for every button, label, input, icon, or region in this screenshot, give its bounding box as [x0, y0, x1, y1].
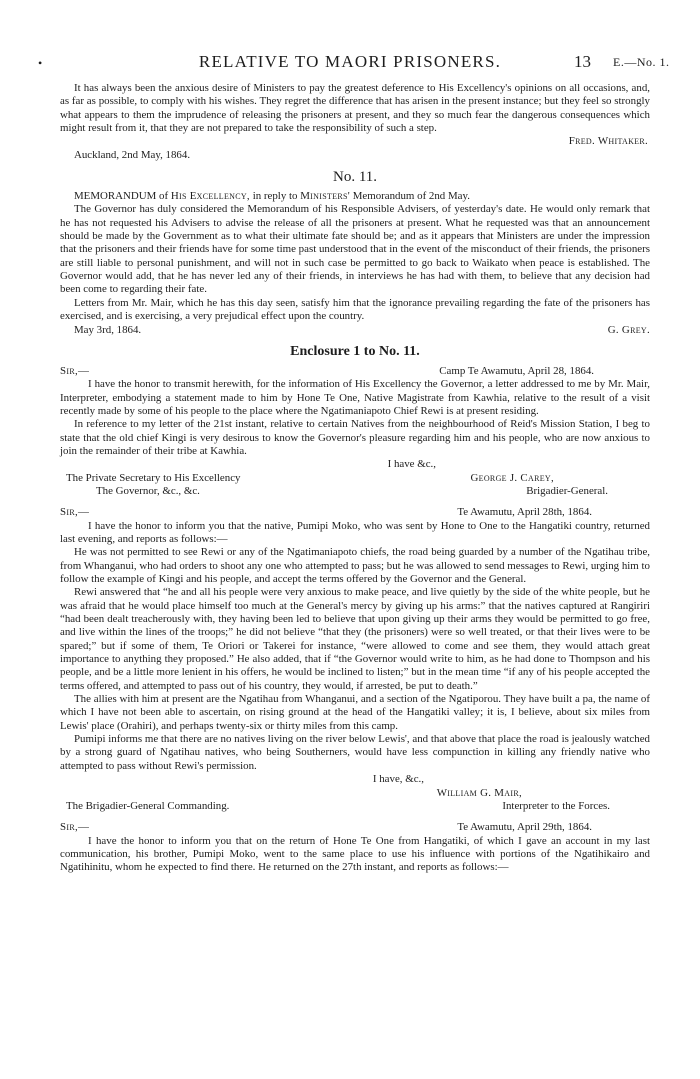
letter2-signer-name: William G. Mair, — [436, 786, 522, 799]
letter3-head — [60, 821, 650, 834]
enclosure-heading: Enclosure 1 to No. 11. — [290, 343, 420, 359]
intro-signature: Fred. Whitaker. — [568, 135, 648, 148]
page-body — [60, 82, 650, 875]
letter1-sign-row-1 — [60, 472, 650, 485]
letter2-paragraph-4: The allies with him at present are the Ngatihau from Whanganui, and a section of the Ngatiporou. They have built a pa, the name of which I have not been able to ascertain, on rising ground at the head of the Hangatiki valley; it is, I believe, about six miles from Lewis' place (Orahiri), and perhaps twenty-six or thirty miles from this camp. — [60, 693, 650, 732]
letter2-paragraph-5: Pumipi informs me that there are no natives living on the river below Lewis', and that above that place the road is jealously watched by a strong guard of Ngatihau natives, who being Southerners, would have less compunction in killing any friendly native who attempted to pass without Rewi's permission. — [60, 733, 650, 772]
letter1-head — [60, 365, 650, 378]
letter2-paragraph-3: Rewi answered that “he and all his people were very anxious to make peace, and live quietly by the side of the white people, but he was afraid that he would place himself too much at the General's mercy by giving up his arms:” that the natives captured at Rangiriri “had been dealt treacherously with, they having been led to believe that upon giving up their arms they would be permitted to go free, and live within the lines of the troops;” he did not believe “that they (the prisoners) were so well treated, or that their lives were to be spared;” but if some of them, Te Oriori or Takerei for instance, “were allowed to come and see them, they would attach great importance to anything they proposed.” He also added, that if “the Governor would write to him, as he had done to Thompson and his people, and be a little more lenient in his offers, he would be inclined to listen;” but in the mean time “if any of his people accepted the terms offered, and attempted to pass out of his country, they would, if arrested, be put to death.” — [60, 586, 650, 692]
letter2-paragraph-1: I have the honor to inform you that the native, Pumipi Moko, who was sent by Hone to One to the Hangatiki country, returned last evening, and reports as follows:— — [60, 519, 650, 545]
memo-date: May 3rd, 1864. — [74, 323, 142, 336]
letter1-signer-name: George J. Carey, — [470, 471, 554, 484]
memo-title-start: MEMORANDUM of — [74, 190, 169, 203]
memo-signature: G. Grey. — [607, 323, 650, 336]
letter2-closing: I have, &c., — [372, 773, 424, 786]
letter1-addressee-2: The Governor, &c., &c. — [96, 484, 200, 497]
intro-date: Auckland, 2nd May, 1864. — [74, 148, 191, 161]
letter1-signer-title: Brigadier-General. — [526, 484, 608, 497]
memo-paragraph-1: The Governor has duly considered the Memorandum of his Responsible Advisers, of yesterday's date. He would only remark that he has not requested his Advisers to advise the release of all the prisoners at present. What he requested was that an announcement should be made by the Government as to what their ultimate fate should be; and as it appears that Ministers are under the impression that the prisoners and their friends have for some time past understood that in the event of the misconduct of their friends, the prisoners are still liable to personal punishment, and will not in such case be permitted to go back to Waikato when peace is established. The Governor would add, that he has never led any of their friends, in interviews he has had with them, to believe that any decision had been come to regarding their fate. — [60, 203, 650, 296]
letter1-sign-row-2 — [60, 485, 650, 498]
letter2-place-date: Te Awamutu, April 28th, 1864. — [457, 506, 592, 519]
letter2-signer-row — [60, 787, 650, 800]
letter1-salutation: Sir,— — [60, 364, 90, 377]
page-header — [0, 52, 700, 74]
letter1-closing: I have &c., — [387, 458, 436, 471]
letter1-addressee-1: The Private Secretary to His Excellency — [66, 471, 241, 484]
memo-sign-row — [60, 324, 650, 337]
letter2-signer-title: Interpreter to the Forces. — [502, 799, 610, 812]
letter2-sign-row — [60, 800, 650, 813]
document-reference: E.—No. 1. — [613, 55, 670, 69]
letter1-closing-row — [60, 458, 650, 471]
letter3-salutation: Sir,— — [60, 821, 90, 834]
letter2-closing-row — [60, 773, 650, 786]
memo-title-excellency: His Excellency, — [170, 190, 250, 203]
letter2-paragraph-2: He was not permitted to see Rewi or any of the Ngatimaniapoto chiefs, the road being guarded by a number of the Ngatihau tribe, from Whanganui, who had orders to shoot any one who attempted to pass; but he was allowed to send messages to Rewi, urging him to follow the example of Kingi and his people, and accept the terms offered by the Governor and the General. — [60, 546, 650, 585]
memo-title-ministers: Ministers' — [300, 190, 350, 203]
letter2-addressee: The Brigadier-General Commanding. — [66, 799, 230, 812]
memo-title — [60, 190, 650, 203]
memo-title-mid: in reply to — [252, 190, 298, 203]
running-title: RELATIVE TO MAORI PRISONERS. — [198, 52, 502, 71]
letter1-paragraph-1: I have the honor to transmit herewith, for the information of His Excellency the Governor, a letter addressed to me by Mr. Mair, Interpreter, embodying a statement made to him by Hone Te One, Native Magistrate from Kawhia, relative to the result of a visit recently made by some of his people to the place where the Ngatimaniapoto Chief Rewi is at present residing. — [60, 378, 650, 417]
no11-heading: No. 11. — [332, 169, 378, 186]
margin-dot: • — [38, 56, 43, 70]
letter2-head — [60, 506, 650, 519]
memo-title-end: Memorandum of 2nd May. — [352, 190, 470, 203]
intro-paragraph: It has always been the anxious desire of Ministers to pay the greatest deference to His Excellency's opinions on all occasions, and, as far as possible, to comply with his wishes. They regret the difference that has arisen in the present instance; but they feel so strongly what appears to them the imprudence of releasing the prisoners at present, and they so much fear the dangerous consequences which might result from it, that they are not prepared to take the responsibility of such a step. — [60, 82, 650, 135]
letter1-place-date: Camp Te Awamutu, April 28, 1864. — [439, 364, 594, 377]
page-number: 13 — [574, 52, 591, 71]
letter3-place-date: Te Awamutu, April 29th, 1864. — [457, 821, 592, 834]
letter2-salutation: Sir,— — [60, 506, 90, 519]
memo-paragraph-2: Letters from Mr. Mair, which he has this day seen, satisfy him that the ignorance prevailing regarding the fate of the prisoners has exercised, and is exercising, a very prejudical effect upon the country. — [60, 296, 650, 323]
letter3-paragraph-1: I have the honor to inform you that on the return of Hone Te One from Hangatiki, of which I gave an account in my last communication, his brother, Pumipi Moko, went to the same place to use his influence with portions of the Ngatihikairo and Ngatihinitu, whom he expected to find there. He returned on the 27th instant, and reports as follows:— — [60, 834, 650, 874]
letter1-paragraph-2: In reference to my letter of the 21st instant, relative to certain Natives from the neighbourhood of Reid's Mission Station, I beg to state that the old chief Kingi is very desirous to know the Governor's pleasure regarding him and his people, who are now anxious to join the remainder of their tribe at Kawhia. — [60, 418, 650, 457]
